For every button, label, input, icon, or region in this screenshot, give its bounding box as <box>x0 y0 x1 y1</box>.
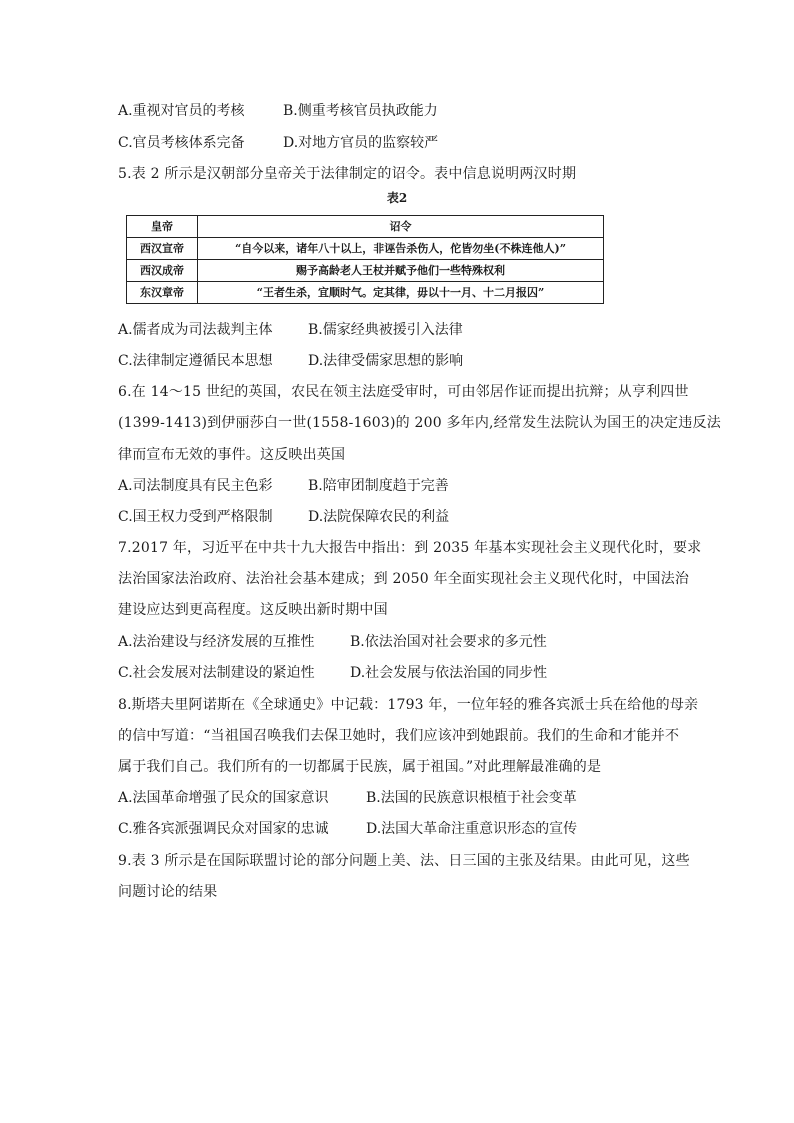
q6-option-a: A.司法制度具有民主色彩 <box>118 478 273 494</box>
q7-options-row-1 <box>118 632 547 652</box>
table-cell-emperor: 西汉宣帝 <box>127 238 198 260</box>
q6-options-row-2 <box>118 507 449 527</box>
table-row <box>127 282 604 304</box>
q5-stem: 5.表 2 所示是汉朝部分皇帝关于法律制定的诏令。表中信息说明两汉时期 <box>118 166 577 182</box>
q8-option-a: A.法国革命增强了民众的国家意识 <box>118 790 329 806</box>
q5-option-a: A.儒者成为司法裁判主体 <box>118 322 273 338</box>
q7-options-row-2 <box>118 663 547 683</box>
q8-stem-line-3: 属于我们自己。我们所有的一切都属于民族，属于祖国。”对此理解最准确的是 <box>118 759 602 775</box>
q5-option-b: B.儒家经典被援引入法律 <box>308 322 463 338</box>
q7-option-a: A.法治建设与经济发展的互推性 <box>118 634 315 650</box>
table-header-edict: 诏令 <box>198 216 604 238</box>
table-row <box>127 238 604 260</box>
q5-options-row-2 <box>118 351 463 371</box>
q6-option-d: D.法院保障农民的利益 <box>308 509 450 525</box>
q8-options-row-1 <box>118 788 577 808</box>
q8-option-d: D.法国大革命注重意识形态的宣传 <box>366 821 578 837</box>
q5-option-d: D.法律受儒家思想的影响 <box>308 353 464 369</box>
q5-option-c: C.法律制定遵循民本思想 <box>118 353 273 369</box>
q4-options-row-2 <box>118 133 438 153</box>
q5-options-row-1 <box>118 320 463 340</box>
q6-option-b: B.陪审团制度趋于完善 <box>308 478 449 494</box>
table-cell-emperor: 东汉章帝 <box>127 282 198 304</box>
q8-option-b: B.法国的民族意识根植于社会变革 <box>366 790 577 806</box>
table-2-caption: 表2 <box>386 191 408 205</box>
table-cell-emperor: 西汉成帝 <box>127 260 198 282</box>
q9-stem-line-2: 问题讨论的结果 <box>118 884 218 900</box>
q6-stem-line-3: 律而宣布无效的事件。这反映出英国 <box>118 447 346 463</box>
q6-stem-line-2: (1399-1413)到伊丽莎白一世(1558-1603)的 200 多年内,经常发生法院认为国王的决定违反法 <box>118 415 721 431</box>
q7-option-c: C.社会发展对法制建设的紧迫性 <box>118 665 315 681</box>
q4-option-d: D.对地方官员的监察较严 <box>283 135 439 151</box>
table-cell-edict: “王者生杀，宜顺时气。定其律，毋以十一月、十二月报囚” <box>198 282 604 304</box>
table-header-row <box>127 216 604 238</box>
table-header-emperor: 皇帝 <box>127 216 198 238</box>
q4-option-a: A.重视对官员的考核 <box>118 103 245 119</box>
q7-option-d: D.社会发展与依法治国的同步性 <box>350 665 548 681</box>
q7-stem-line-3: 建设应达到更高程度。这反映出新时期中国 <box>118 602 388 618</box>
q4-option-b: B.侧重考核官员执政能力 <box>283 103 438 119</box>
q6-stem-line-1: 6.在 14～15 世纪的英国，农民在领主法庭受审时，可由邻居作证而提出抗辩；从亨利四世 <box>118 384 689 400</box>
q7-option-b: B.依法治国对社会要求的多元性 <box>350 634 547 650</box>
q8-options-row-2 <box>118 819 577 839</box>
q4-option-c: C.官员考核体系完备 <box>118 135 245 151</box>
q6-option-c: C.国王权力受到严格限制 <box>118 509 273 525</box>
table-cell-edict: “自今以来，诸年八十以上，非诬告杀伤人，佗皆勿坐(不株连他人)” <box>198 238 604 260</box>
table-cell-edict: 赐予高龄老人王杖并赋予他们一些特殊权利 <box>198 260 604 282</box>
q8-option-c: C.雅各宾派强调民众对国家的忠诚 <box>118 821 329 837</box>
q9-stem-line-1: 9.表 3 所示是在国际联盟讨论的部分问题上美、法、日三国的主张及结果。由此可见，这些 <box>118 853 690 869</box>
q7-stem-line-2: 法治国家法治政府、法治社会基本建成；到 2050 年全面实现社会主义现代化时，中国法治 <box>118 571 690 587</box>
q7-stem-line-1: 7.2017 年，习近平在中共十九大报告中指出：到 2035 年基本实现社会主义现代化时，要求 <box>118 540 702 556</box>
q8-stem-line-1: 8.斯塔夫里阿诺斯在《全球通史》中记载：1793 年，一位年轻的雅各宾派士兵在给他的母亲 <box>118 697 699 713</box>
table-row <box>127 260 604 282</box>
table-2 <box>126 215 604 304</box>
q6-options-row-1 <box>118 476 449 496</box>
q8-stem-line-2: 的信中写道：“当祖国召唤我们去保卫她时，我们应该冲到她跟前。我们的生命和才能并不 <box>118 728 680 744</box>
q4-options-row-1 <box>118 101 438 121</box>
